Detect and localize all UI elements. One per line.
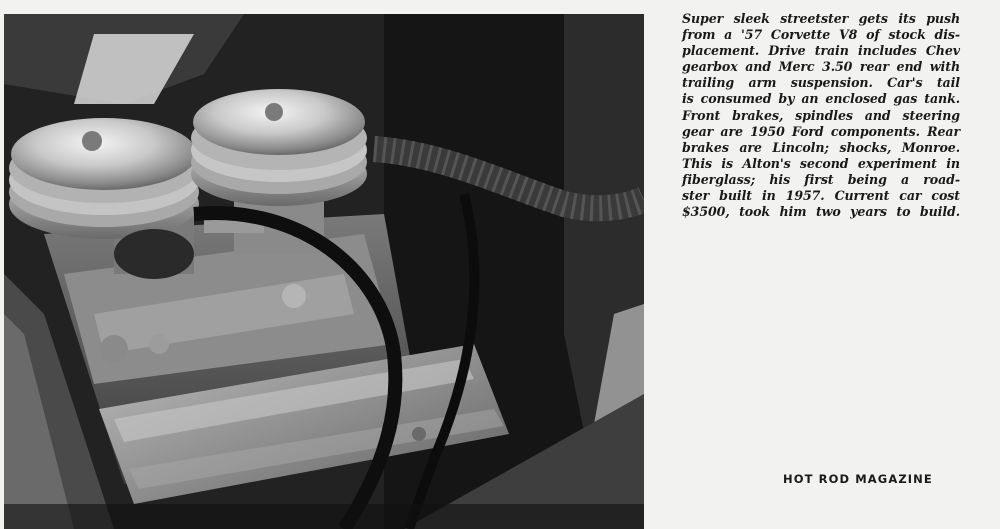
caption-line: is consumed by an enclosed gas tank. [682, 91, 960, 107]
caption-line: Front brakes, spindles and steering [682, 107, 960, 123]
caption-line: Super sleek streetster gets its push [682, 11, 960, 26]
publication-name: HOT ROD MAGAZINE [783, 472, 933, 486]
caption-line: ster built in 1957. Current car cost [682, 188, 960, 204]
caption-text [682, 11, 960, 220]
caption-line: trailing arm suspension. Car's tail [682, 75, 960, 91]
caption-line: placement. Drive train includes Chev [682, 43, 960, 59]
caption-line: gear are 1950 Ford components. Rear [682, 123, 960, 139]
caption-line: gearbox and Merc 3.50 rear end with [682, 59, 960, 75]
caption-line: $3500, took him two years to build. [682, 204, 960, 220]
caption-line: fiberglass; his first being a road- [682, 171, 960, 187]
engine-photo [4, 14, 644, 529]
caption-line: from a '57 Corvette V8 of stock dis- [682, 27, 960, 43]
caption-line: brakes are Lincoln; shocks, Monroe. [682, 139, 960, 155]
caption-line: This is Alton's second experiment in [682, 155, 960, 171]
